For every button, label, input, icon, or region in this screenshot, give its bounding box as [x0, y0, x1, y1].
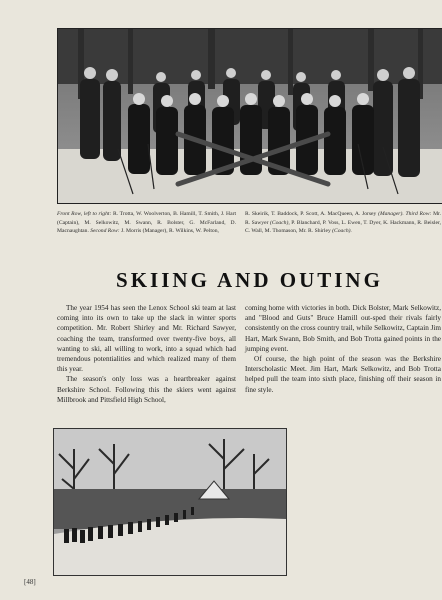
article-column-right	[245, 303, 441, 395]
third-row-coach: Mr. R. Sawyer	[245, 211, 442, 226]
coach-label-2: (Coach).	[332, 228, 352, 235]
paragraph: The year 1954 has seen the Lenox School ski team at last coming into its own to take up the slack in winter sports competition. Mr. Robert Shirley and Mr. Richard Sawyer, coaching the team, transformed over twenty-five boys, all wanting to ski, all willing to work, into a squad which had tremendous potentialities and which realized many of them this year.	[57, 304, 236, 374]
coach-label-1: (Coach),	[270, 219, 290, 226]
outing-photo	[53, 428, 287, 576]
second-row-names: J. Morris (Manager), R. Wilkins, W. Pelton,	[121, 228, 219, 235]
manager-label: (Manager).	[378, 211, 404, 217]
photo-caption-right	[245, 210, 441, 236]
front-row-names: R. Trotta, W. Woolverton, B. Hamill, T. Smith, J. Hart (Captain), M. Selkowitz, M. Swann, R. Bolster, G. McFarland, D. Macnaughtan.	[57, 211, 236, 235]
photo-caption-left	[57, 210, 236, 236]
second-row-names-cont: R. Skeirik, T. Baddock, P. Scott, A. MacQueen, A. Jorsey	[245, 211, 377, 217]
paragraph: Of course, the high point of the season was the Berkshire Interscholastic Meet. Jim Hart, Mark Selkowitz, and Bob Trotta helped pull the team into sixth place, finishing off their season in fine style.	[245, 355, 441, 394]
article-column-left	[57, 303, 236, 405]
page-number: [48]	[24, 578, 36, 586]
ski-team-photo	[57, 28, 442, 204]
third-row-names: P. Blanchard, P. Voss, L. Ewen, T. Dyer, K. Hackmann, R. Beisler, C. Wall, M. Thomason, Mr. R. Shirley	[245, 219, 441, 235]
paragraph: The season's only loss was a heartbreaker against Berkshire School. Following this the skiers went against Millbrook and Pittsfield High School,	[57, 375, 236, 404]
third-row-label: Third Row:	[405, 211, 432, 217]
front-row-label: Front Row, left to right:	[57, 211, 112, 217]
second-row-label: Second Row:	[90, 228, 120, 235]
paragraph-continued: coming home with victories in both. Dick Bolster, Mark Selkowitz, and "Blood and Guts" Bruce Hamill out-sped their rivals fairly consistently on the cross country trail, while Selkowitz, Captain Jim Hart, Mark Swann, Bob Smith, and Bob Trotta gained points in the jumping event.	[245, 304, 441, 353]
page-title: SKIING AND OUTING	[116, 268, 383, 292]
